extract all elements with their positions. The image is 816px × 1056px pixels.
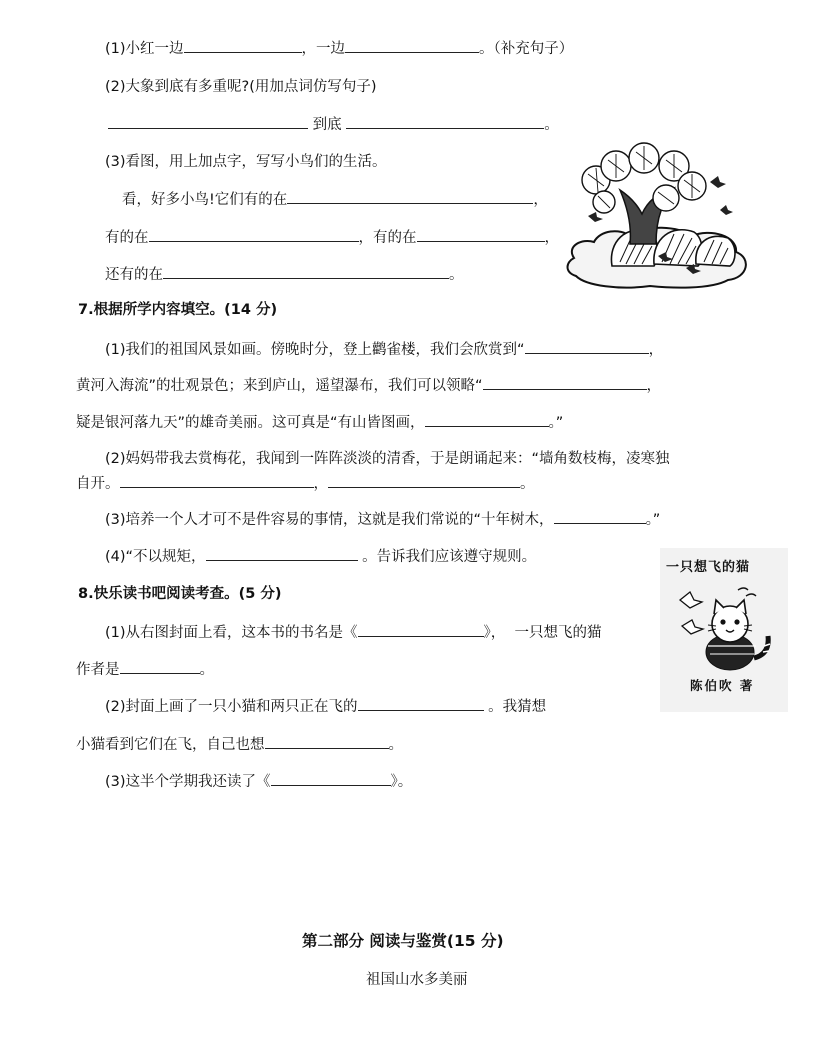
q7-title: 7.根据所学内容填空。(14 分) (78, 302, 278, 318)
q7-item2-line2: 自开。 ， 。 (76, 473, 535, 494)
q8-item1-line1: (1)从右图封面上看，这本书的书名是《 》， 一只想飞的猫 (105, 622, 602, 643)
q7-item4: (4)“不以规矩， 。告诉我们应该遵守规则。 (105, 546, 536, 567)
q6-item2-answer: 到底 。 (108, 114, 559, 135)
answer-blank[interactable] (525, 339, 649, 354)
q6-item1: (1)小红一边 ，一边 。（补充句子） (105, 38, 573, 59)
q7-item1-line2: 黄河入海流”的壮观景色；来到庐山，遥望瀑布，我们可以领略“ ， (76, 375, 661, 396)
q8-title: 8.快乐读书吧阅读考查。(5 分) (78, 586, 282, 602)
q7-item1-line3: 疑是银河落九天”的雄奇美丽。这可真是“有山皆图画， 。” (76, 412, 563, 433)
answer-blank[interactable] (163, 264, 449, 279)
q6-item3-line3: 还有的在 。 (105, 264, 464, 285)
passage-title: 祖国山水多美丽 (366, 972, 468, 988)
answer-blank[interactable] (345, 38, 479, 53)
q8-item3: (3)这半个学期我还读了《 》。 (105, 771, 412, 792)
answer-blank[interactable] (358, 696, 484, 711)
answer-blank[interactable] (287, 189, 533, 204)
answer-blank[interactable] (271, 771, 391, 786)
q7-item2-line1: (2)妈妈带我去赏梅花，我闻到一阵阵淡淡的清香，于是朗诵起来：“墙角数枝梅，凌寒独 (105, 451, 670, 467)
q6-item3-line1: 看，好多小鸟!它们有的在 ， (122, 189, 548, 210)
book-cover-title: 一只想飞的猫 (666, 560, 751, 575)
bird-tree-illustration (560, 140, 754, 296)
answer-blank[interactable] (358, 622, 484, 637)
answer-blank[interactable] (120, 659, 200, 674)
answer-blank[interactable] (417, 227, 545, 242)
q8-item2-line2: 小猫看到它们在飞，自己也想 。 (76, 734, 403, 755)
book-cover-image (660, 548, 788, 712)
q7-item3: (3)培养一个人才可不是件容易的事情，这就是我们常说的“十年树木， 。” (105, 509, 660, 530)
q6-item3-prompt: (3)看图，用上加点字，写写小鸟们的生活。 (105, 154, 387, 170)
answer-blank[interactable] (120, 473, 314, 488)
answer-blank[interactable] (149, 227, 359, 242)
q6-item3-line2: 有的在 ，有的在 ， (105, 227, 559, 248)
part2-heading: 第二部分 阅读与鉴赏(15 分) (302, 932, 504, 950)
book-cover-author: 陈伯吹 著 (690, 678, 755, 693)
answer-blank[interactable] (328, 473, 520, 488)
q6-item2-prompt: (2)大象到底有多重呢?(用加点词仿写句子) (105, 79, 377, 95)
q8-item1-line2: 作者是 。 (76, 659, 214, 680)
answer-blank[interactable] (425, 412, 549, 427)
answer-blank[interactable] (206, 546, 358, 561)
answer-blank[interactable] (346, 114, 544, 129)
answer-blank[interactable] (108, 114, 308, 129)
answer-blank[interactable] (265, 734, 389, 749)
answer-blank[interactable] (483, 375, 647, 390)
answer-blank[interactable] (184, 38, 302, 53)
q8-item2-line1: (2)封面上画了一只小猫和两只正在飞的 。我猜想 (105, 696, 546, 717)
q7-item1-line1: (1)我们的祖国风景如画。傍晚时分，登上鹳雀楼，我们会欣赏到“ ， (105, 339, 663, 360)
answer-blank[interactable] (554, 509, 646, 524)
